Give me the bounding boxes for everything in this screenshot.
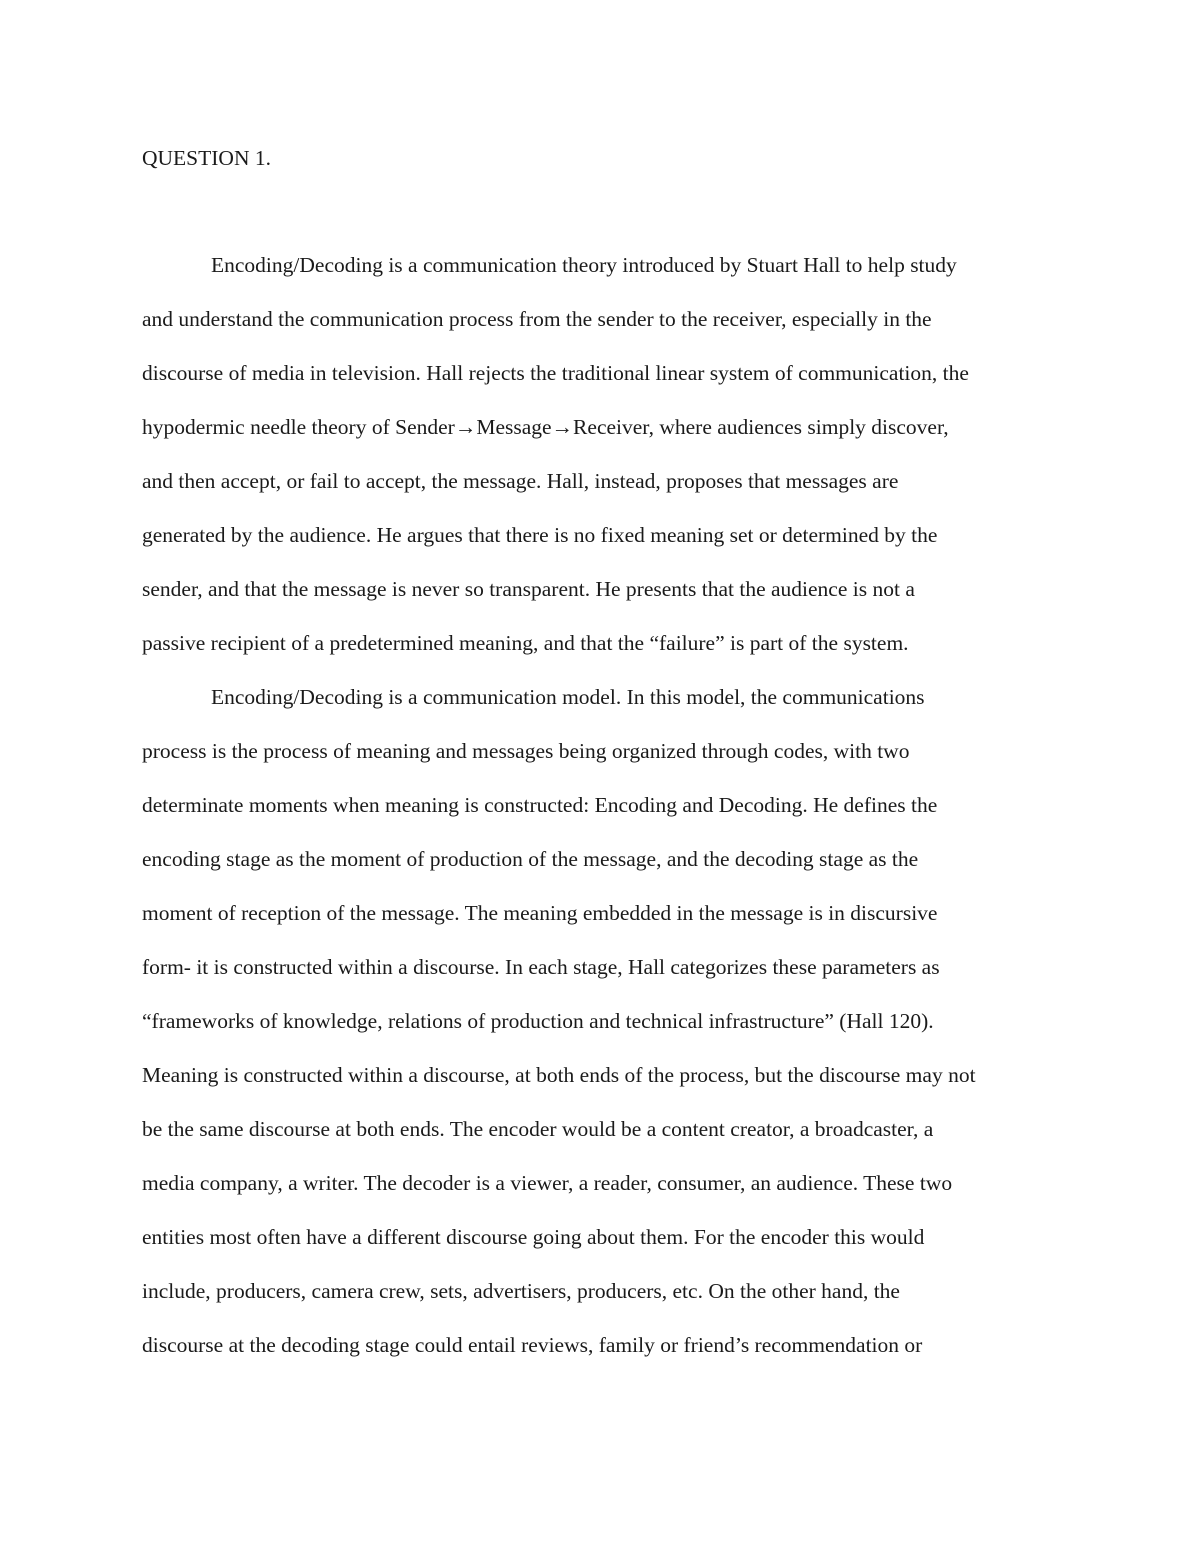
paragraph-line: hypodermic needle theory of Sender→Message→Receiver, where audiences simply discover, (142, 415, 949, 439)
paragraph-line: be the same discourse at both ends. The encoder would be a content creator, a broadcaster, a (142, 1117, 934, 1141)
paragraph-line: determinate moments when meaning is constructed: Encoding and Decoding. He defines the (142, 793, 938, 817)
paragraph-line: entities most often have a different discourse going about them. For the encoder this would (142, 1225, 925, 1249)
paragraph-line: discourse of media in television. Hall rejects the traditional linear system of communication, the (142, 361, 969, 385)
paragraph-line: media company, a writer. The decoder is a viewer, a reader, consumer, an audience. These two (142, 1171, 953, 1195)
question-heading: QUESTION 1. (142, 146, 271, 170)
paragraph-line: and then accept, or fail to accept, the message. Hall, instead, proposes that messages are (142, 469, 899, 493)
paragraph-line: Encoding/Decoding is a communication model. In this model, the communications (211, 685, 925, 709)
paragraph-line: Encoding/Decoding is a communication theory introduced by Stuart Hall to help study (211, 253, 957, 277)
paragraph-line: passive recipient of a predetermined meaning, and that the “failure” is part of the system. (142, 631, 909, 655)
paragraph-line: form- it is constructed within a discourse. In each stage, Hall categorizes these parameters as (142, 955, 940, 979)
paragraph-line: “frameworks of knowledge, relations of production and technical infrastructure” (Hall 120). (142, 1009, 934, 1033)
paragraph-line: encoding stage as the moment of production of the message, and the decoding stage as the (142, 847, 919, 871)
paragraph-line: include, producers, camera crew, sets, advertisers, producers, etc. On the other hand, the (142, 1279, 900, 1303)
paragraph-line: Meaning is constructed within a discourse, at both ends of the process, but the discourse may not (142, 1063, 976, 1087)
paragraph-line: moment of reception of the message. The meaning embedded in the message is in discursive (142, 901, 938, 925)
paragraph-line: discourse at the decoding stage could entail reviews, family or friend’s recommendation or (142, 1333, 923, 1357)
paragraph-line: generated by the audience. He argues that there is no fixed meaning set or determined by the (142, 523, 938, 547)
paragraph-line: sender, and that the message is never so transparent. He presents that the audience is not a (142, 577, 915, 601)
paragraph-line: and understand the communication process from the sender to the receiver, especially in the (142, 307, 932, 331)
paragraph-line: process is the process of meaning and messages being organized through codes, with two (142, 739, 910, 763)
